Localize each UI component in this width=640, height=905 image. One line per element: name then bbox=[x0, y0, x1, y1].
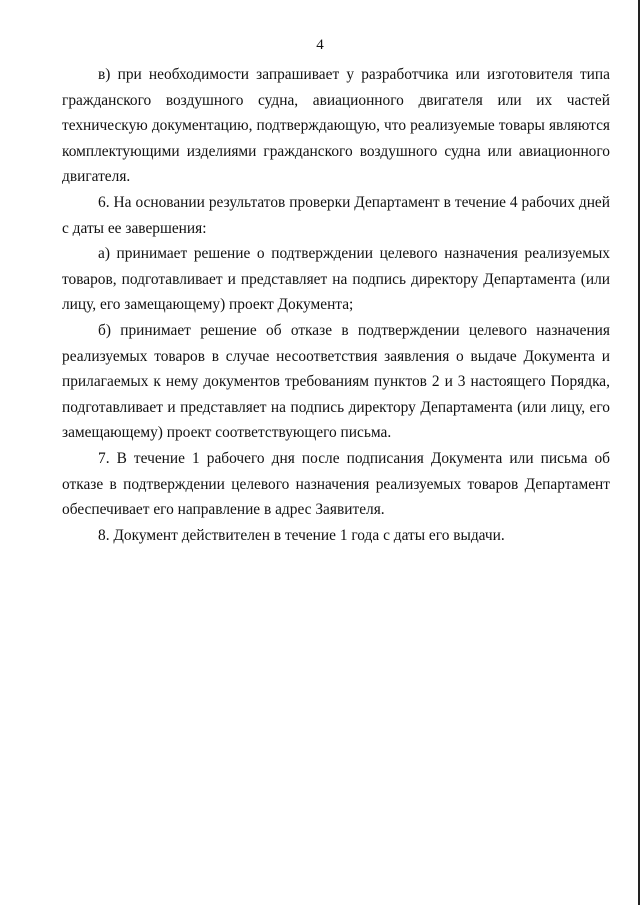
paragraph-a: а) принимает решение о подтверждении целевого назначения реализуемых товаров, подготавливает и представляет на подпись директору Департамента (или лицу, его замещающему) проект Документа; bbox=[62, 245, 610, 314]
paragraph-8: 8. Документ действителен в течение 1 года с даты его выдачи. bbox=[98, 526, 505, 544]
paragraph-6: 6. На основании результатов проверки Департамент в течение 4 рабочих дней с даты ее завершения: bbox=[62, 193, 610, 237]
paragraph-b: б) принимает решение об отказе в подтверждении целевого назначения реализуемых товаров в случае несоответствия заявления о выдаче Документа и прилагаемых к нему документов требованиям пунктов 2 и 3 настоящего Порядка, подготавливает и представляет на подпись директору Департамента (или лицу, его замещающему) проект соответствующего письма. bbox=[62, 321, 610, 442]
paragraph-v: в) при необходимости запрашивает у разработчика или изготовителя типа гражданского воздушного судна, авиационного двигателя или их частей техническую документацию, подтверждающую, что реализуемые товары являются комплектующими изделиями гражданского воздушного судна или авиационного двигателя. bbox=[62, 66, 610, 186]
paragraph-7: 7. В течение 1 рабочего дня после подписания Документа или письма об отказе в подтверждении целевого назначения реализуемых товаров Департамент обеспечивает его направление в адрес Заявителя. bbox=[62, 449, 610, 519]
page-number: 4 bbox=[316, 37, 324, 53]
document-body bbox=[62, 62, 610, 548]
